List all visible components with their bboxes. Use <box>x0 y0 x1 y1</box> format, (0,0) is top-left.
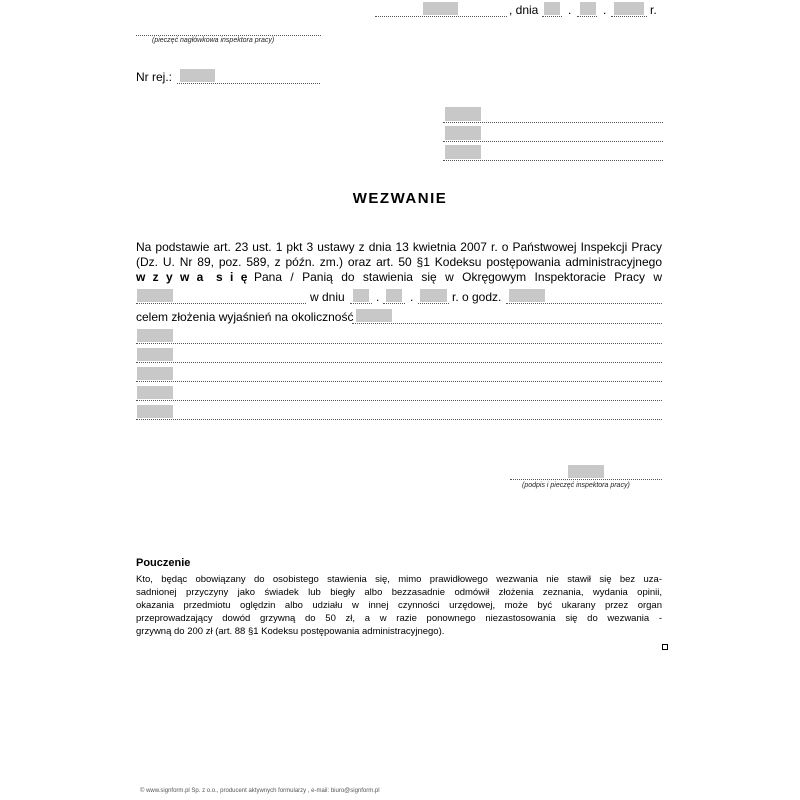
circumstances-field-3[interactable] <box>137 367 173 380</box>
circumstances-line-1 <box>136 343 662 344</box>
circumstances-line-5 <box>136 419 662 420</box>
reg-field[interactable] <box>180 69 215 82</box>
circumstances-field-1[interactable] <box>137 329 173 342</box>
appear-year-line <box>418 303 449 304</box>
circumstances-line-0 <box>352 323 662 324</box>
inspectorate-field[interactable] <box>137 289 173 302</box>
year-line <box>611 16 647 17</box>
document-title: WEZWANIE <box>352 190 448 207</box>
circumstances-field-0[interactable] <box>356 309 392 322</box>
addressee-field-1[interactable] <box>445 107 481 121</box>
circumstances-field-4[interactable] <box>137 386 173 399</box>
summons-bold: w z y w a s i ę <box>136 270 250 284</box>
appear-month-line <box>383 303 405 304</box>
notice-line-1: Kto, będąc obowiązany do osobistego stawienia się, mimo prawidłowego wezwania nie stawił się bez uza- <box>136 574 662 585</box>
appear-time-field[interactable] <box>509 289 545 302</box>
place-line <box>375 16 507 17</box>
addressee-line-3 <box>443 160 663 161</box>
appear-date-label: w dniu <box>310 290 345 304</box>
circumstances-line-4 <box>136 400 662 401</box>
appear-month-field[interactable] <box>386 289 402 302</box>
notice-heading: Pouczenie <box>136 557 191 569</box>
appear-sep-2: . <box>410 290 414 304</box>
place-field[interactable] <box>423 2 458 15</box>
appear-time-label: r. o godz. <box>452 290 502 304</box>
day-line <box>542 16 562 17</box>
end-marker-checkbox[interactable] <box>662 644 668 650</box>
year-suffix: r. <box>650 3 657 17</box>
notice-line-5: grzywną do 200 zł (art. 88 §1 Kodeksu postępowania administracyjnego). <box>136 626 445 637</box>
appear-day-line <box>350 303 372 304</box>
addressee-field-3[interactable] <box>445 145 481 159</box>
circumstances-label: celem złożenia wyjaśnień na okoliczność <box>136 310 354 324</box>
circumstances-field-2[interactable] <box>137 348 173 361</box>
circumstances-line-3 <box>136 381 662 382</box>
appear-sep-1: . <box>376 290 380 304</box>
addressee-line-1 <box>443 122 663 123</box>
year-field[interactable] <box>614 2 644 15</box>
stamp-line <box>136 35 321 36</box>
inspectorate-line <box>136 303 306 304</box>
month-line <box>577 16 597 17</box>
reg-line <box>177 83 320 84</box>
signature-line <box>510 479 662 480</box>
footer-copyright: © www.signform.pl Sp. z o.o., producent aktywnych formularzy , e-mail: biuro@signform.pl <box>140 788 380 794</box>
circumstances-field-5[interactable] <box>137 405 173 418</box>
appear-year-field[interactable] <box>420 289 447 302</box>
day-field[interactable] <box>544 2 560 15</box>
notice-line-4: przeprowadzający dowód grzywną do 50 zł, a w razie ponownego niezastosowania się do wezwania - <box>136 613 662 624</box>
body-line-3: Pana / Panią do stawienia się w Okręgowym Inspektoracie Pracy w <box>254 270 662 284</box>
circumstances-line-2 <box>136 362 662 363</box>
notice-line-2: sadnionej przyczyny jako świadek lub biegły albo bezzasadnie odmówił złożenia zeznania, wydania opinii, <box>136 587 662 598</box>
signature-field[interactable] <box>568 465 604 478</box>
month-field[interactable] <box>580 2 596 15</box>
stamp-caption: (pieczęć nagłówkowa inspektora pracy) <box>152 37 275 44</box>
date-sep-1: . <box>568 3 572 17</box>
appear-time-line <box>506 303 662 304</box>
notice-line-3: okazania przedmiotu oględzin albo udziału w innej czynności urzędowej, może być ukarany przez organ <box>136 600 662 611</box>
signature-caption: (podpis i pieczęć inspektora pracy) <box>522 482 630 489</box>
date-prefix: , dnia <box>509 3 539 17</box>
addressee-line-2 <box>443 141 663 142</box>
body-line-2: (Dz. U. Nr 89, poz. 589, z późn. zm.) oraz art. 50 §1 Kodeksu postępowania administracyjnego <box>136 255 662 269</box>
reg-label: Nr rej.: <box>136 70 172 84</box>
addressee-field-2[interactable] <box>445 126 481 140</box>
appear-day-field[interactable] <box>353 289 369 302</box>
body-line-1: Na podstawie art. 23 ust. 1 pkt 3 ustawy z dnia 13 kwietnia 2007 r. o Państwowej Inspekcji Pracy <box>136 240 662 254</box>
date-sep-2: . <box>603 3 607 17</box>
